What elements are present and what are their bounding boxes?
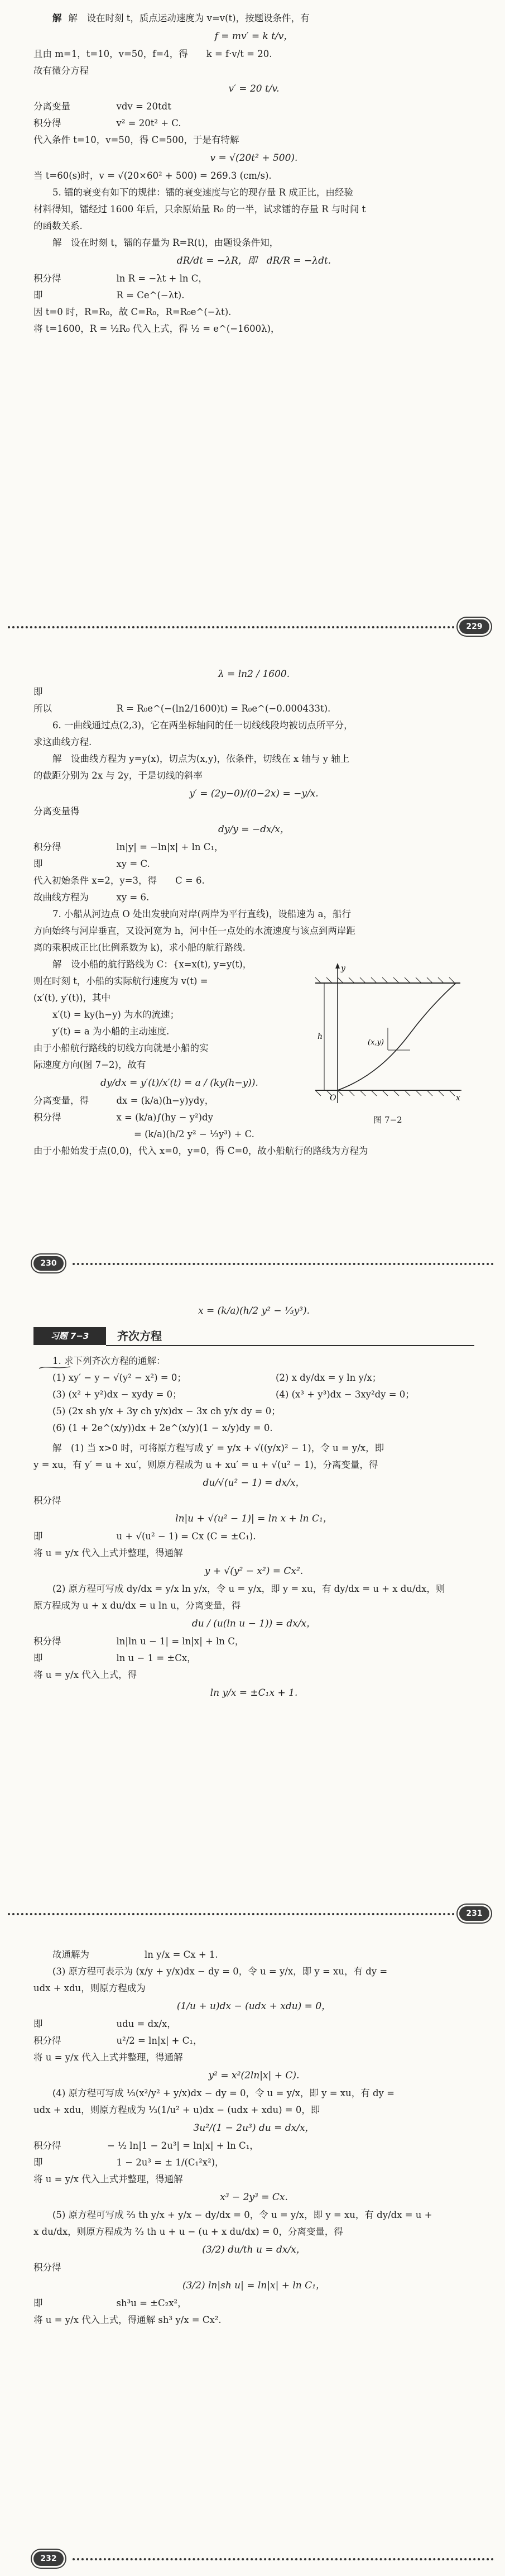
text-line: 代入初始条件 x=2，y=3，得 C = 6. [33, 875, 205, 886]
text-line: 故有微分方程 [33, 65, 89, 76]
exercise-tag: 习题 7−3 [33, 1327, 106, 1345]
page-number: 229 [459, 619, 489, 634]
y-axis-arrow [335, 963, 340, 969]
text-line: 离的乘积成正比(比例系数为 k)，求小船的航行路线. [33, 942, 246, 953]
text-line: 即 R = Ce^(−λt). [33, 290, 185, 300]
page-footer [0, 2551, 505, 2568]
exercise-item [33, 1386, 474, 1403]
text-line: 5. 镭的衰变有如下的规律：镭的衰变速度与它的现存量 R 成正比，由经验 [52, 187, 353, 198]
text-line: x′(t) = ky(h−y) 为水的流速； [52, 1009, 180, 1020]
page-231 [0, 1285, 505, 1930]
page-232 [0, 1930, 505, 2576]
text-line: 积分得 ln R = −λt + ln C， [33, 273, 208, 284]
label-h: h [318, 1032, 323, 1041]
text-line: 故通解为 ln y/x = Cx + 1. [52, 1949, 218, 1960]
text-line: 分离变量，得 dx = (k/a)(h−y)ydy， [33, 1095, 214, 1106]
text-line: 积分得 x = (k/a)∫(hy − y²)dy [33, 1112, 213, 1123]
page-footer [0, 1256, 505, 1272]
page-number: 232 [33, 2551, 64, 2566]
page-number: 231 [459, 1906, 489, 1921]
text-line: udx + xdu，则原方程成为 [33, 1983, 146, 1993]
section-rule [106, 1345, 474, 1346]
text-line: 代入条件 t=10，v=50，得 C=500，于是有特解 [33, 135, 239, 145]
page-229-content [33, 10, 474, 337]
text-line: 即 u + √(u² − 1) = Cx (C = ±C₁). [33, 1531, 256, 1542]
text-line: 则在时刻 t，小船的实际航行速度为 v(t) = [33, 976, 208, 986]
text-line: 材料得知，镭经过 1600 年后，只余原始量 R₀ 的一半，试求镭的存量 R 与时间 t [33, 204, 366, 214]
exercise-6: (6) (1 + 2e^(x/y))dx + 2e^(x/y)(1 − x/y)dy = 0. [52, 1423, 273, 1433]
text-line: 方向始终与河岸垂直，又设河宽为 h，河中任一点处的水流速度与该点到两岸距 [33, 926, 355, 936]
text-line: 即 ln u − 1 = ±Cx， [33, 1653, 196, 1663]
dotted-rule [8, 626, 455, 628]
section-title: 齐次方程 [117, 1329, 162, 1343]
label-y: y [341, 964, 345, 973]
bank-hatching [315, 977, 455, 1096]
exercise-2: (2) x dy/dx = y ln y/x； [276, 1372, 382, 1383]
text-line: 即 udu = dx/x， [33, 2019, 176, 2029]
text-line: 将 u = y/x 代入上式并整理，得通解 [33, 1548, 183, 1558]
river-diagram [310, 961, 466, 1112]
text-line: 6. 一曲线通过点(2,3)，它在两坐标轴间的任一切线线段均被切点所平分， [52, 720, 353, 731]
section-header [33, 1325, 474, 1347]
text-line: 积分得 ln|y| = −ln|x| + ln C₁， [33, 842, 224, 852]
boat-path [338, 983, 456, 1090]
text-line: (3) 原方程可表示为 (x/y + y/x)dx − dy = 0，令 u = y/x，即 y = xu，有 dy = [52, 1966, 388, 1977]
text-line: 际速度方向(图 7−2)，故有 [33, 1060, 146, 1070]
text-line: 7. 小船从河边点 O 处出发驶向对岸(两岸为平行直线)，设船速为 a，船行 [52, 909, 351, 919]
equation: dy/dx = y′(t)/x′(t) = a / (ky(h−y)). [100, 1077, 258, 1089]
equation: v′ = 20 t/v. [228, 83, 280, 94]
page-footer [0, 619, 505, 636]
text-line: 即 [33, 686, 43, 697]
exercise-1: (1) xy′ − y − √(y² − x²) = 0； [52, 1372, 186, 1383]
text-line: 积分得 v² = 20t² + C. [33, 118, 181, 128]
text-line: 1. 求下列齐次方程的通解： [52, 1356, 166, 1366]
page-231-content [33, 1301, 474, 1702]
text-line: 所以 R = R₀e^(−(ln2/1600)t) = R₀e^(−0.000433t). [33, 703, 331, 714]
equation: dy/y = −dx/x， [218, 824, 290, 835]
equation: (1/u + u)dx − (udx + xdu) = 0， [176, 2001, 331, 2012]
dotted-rule [8, 1913, 455, 1915]
equation: x³ − 2y³ = Cx. [220, 2192, 288, 2203]
text-line: x du/dx，则原方程成为 ⅔ th u + u − (u + x du/dx) = 0，分离变量，得 [33, 2226, 343, 2237]
dotted-rule [73, 1263, 494, 1265]
text-line: (2) 原方程可写成 dy/dx = y/x ln y/x，令 u = y/x，即 y = xu，有 dy/dx = u + x du/dx，则 [52, 1583, 445, 1594]
text-line: 即 xy = C. [33, 858, 150, 869]
text-line: 解 设在时刻 t，镭的存量为 R=R(t)，由题设条件知， [52, 237, 279, 248]
text-line: 解 设曲线方程为 y=y(x)，切点为(x,y)，依条件，切线在 x 轴与 y 轴上 [52, 753, 350, 764]
equation: ln|u + √(u² − 1)| = ln x + ln C₁， [175, 1513, 333, 1524]
page-229 [0, 0, 505, 642]
text-line: 将 u = y/x 代入上式并整理，得通解 [33, 2174, 183, 2184]
text-line: 将 t=1600，R = ½R₀ 代入上式，得 ½ = e^(−1600λ)， [33, 323, 280, 334]
text-line: 故曲线方程为 xy = 6. [33, 892, 150, 903]
exercise-5: (5) (2x sh y/x + 3y ch y/x)dx − 3x ch y/x dy = 0； [52, 1406, 281, 1416]
page-footer [0, 1906, 505, 1923]
text-line: 积分得 ln|ln u − 1| = ln|x| + ln C， [33, 1636, 244, 1647]
label-origin: O [330, 1094, 336, 1103]
text-line: (x′(t), y′(t))，其中 [33, 993, 110, 1003]
figure-caption: 图 7−2 [373, 1115, 402, 1125]
page-230 [0, 642, 505, 1285]
text-line: 解 解 设在时刻 t，质点运动速度为 v=v(t)，按题设条件，有 [52, 13, 310, 23]
equation: ln y/x = ±C₁x + 1. [210, 1687, 298, 1699]
equation: λ = ln2 / 1600. [218, 669, 290, 680]
equation: du / (u(ln u − 1)) = dx/x， [191, 1618, 316, 1629]
equation: (3/2) ln|sh u| = ln|x| + ln C₁， [182, 2280, 326, 2291]
text-line: udx + xdu，则原方程成为 ⅓(1/u² + u)dx − (udx + xdu) = 0，即 [33, 2105, 320, 2115]
text-line: 积分得 [33, 1495, 61, 1506]
equation: y′ = (2y−0)/(0−2x) = −y/x. [189, 788, 319, 799]
equation: du/√(u² − 1) = dx/x， [203, 1477, 305, 1489]
text-line: y = xu，有 y′ = u + xu′，则原方程成为 u + xu′ = u + √(u² − 1)，分离变量，得 [33, 1459, 378, 1470]
text-line: = (k/a)(h/2 y² − ⅓y³) + C. [134, 1129, 254, 1139]
text-line: 分离变量得 [33, 806, 80, 817]
text-line: 解 (1) 当 x>0 时，可将原方程写成 y′ = y/x + √((y/x)² − 1)，令 u = y/x，即 [52, 1443, 384, 1453]
equation: dR/dt = −λR，即 dR/R = −λdt. [176, 255, 331, 266]
text-line: 求这曲线方程. [33, 737, 92, 747]
text-line: 由于小船航行路线的切线方向就是小船的实 [33, 1043, 209, 1053]
text-line-content: 解 设在时刻 t，质点运动速度为 v=v(t)，按题设条件，有 [68, 13, 310, 23]
text-line: 的截距分别为 2x 与 2y，于是切线的斜率 [33, 770, 203, 781]
equation: (3/2) du/th u = dx/x， [202, 2244, 306, 2255]
text-line: 解 设小船的航行路线为 C：{x=x(t), y=y(t)， [52, 959, 252, 970]
text-line: 由于小船始发于点(0,0)，代入 x=0，y=0，得 C=0，故小船航行的路线为方程为 [33, 1146, 368, 1156]
text-line: 积分得 [33, 2262, 61, 2273]
text-line: 将 u = y/x 代入上式并整理，得通解 [33, 2052, 183, 2063]
page-number: 230 [33, 1256, 64, 1271]
text-line: 即 1 − 2u³ = ± 1/(C₁²x²)， [33, 2157, 224, 2168]
exercise-3: (3) (x² + y²)dx − xydy = 0； [52, 1389, 182, 1400]
text-line: y′(t) = a 为小船的主动速度. [52, 1026, 170, 1037]
text-line: 分离变量 vdv = 20tdt [33, 101, 171, 112]
text-line: 且由 m=1，t=10，v=50，f=4，得 k = f·v/t = 20. [33, 49, 272, 59]
exercise-item [33, 1370, 474, 1386]
equation: y + √(y² − x²) = Cx². [204, 1566, 304, 1577]
text-line: 原方程成为 u + x du/dx = u ln u，分离变量，得 [33, 1600, 241, 1611]
label-x: x [456, 1094, 460, 1103]
equation: y² = x²(2ln|x| + C). [208, 2070, 300, 2081]
dotted-rule [73, 2558, 494, 2560]
page-232-content [33, 1947, 474, 2329]
label-point: (x,y) [368, 1038, 384, 1047]
equation: 3u²/(1 − 2u³) du = dx/x， [193, 2122, 315, 2134]
equation: v = √(20t² + 500). [210, 152, 298, 164]
equation: x = (k/a)(h/2 y² − ⅓y³). [198, 1305, 310, 1316]
text-line: 因 t=0 时，R=R₀，故 C=R₀，R=R₀e^(−λt). [33, 307, 232, 317]
text-line: (5) 原方程可写成 ⅔ th y/x + y/x − dy/dx = 0，令 u = y/x，即 y = xu，有 dy/dx = u + [52, 2210, 432, 2220]
figure-7-2 [310, 961, 466, 1128]
text-line: 即 sh³u = ±C₂x²， [33, 2298, 187, 2308]
pen-mark [38, 1362, 71, 1373]
text-line: 将 u = y/x 代入上式，得 [33, 1669, 137, 1680]
text-line: 积分得 − ½ ln|1 − 2u³| = ln|x| + ln C₁， [33, 2140, 259, 2151]
text-line: 当 t=60(s)时，v = √(20×60² + 500) = 269.3 (cm/s). [33, 170, 272, 181]
text-line: (4) 原方程可写成 ⅓(x²/y² + y/x)dx − dy = 0，令 u = y/x，即 y = xu，有 dy = [52, 2088, 395, 2098]
text-line: 积分得 u²/2 = ln|x| + C₁， [33, 2035, 203, 2046]
exercise-4: (4) (x³ + y³)dx − 3xy²dy = 0； [276, 1389, 415, 1400]
equation: f = mv′ = k t/v， [214, 31, 294, 42]
text-line: 将 u = y/x 代入上式，得通解 sh³ y/x = Cx². [33, 2315, 222, 2325]
text-line: 的函数关系. [33, 221, 83, 231]
